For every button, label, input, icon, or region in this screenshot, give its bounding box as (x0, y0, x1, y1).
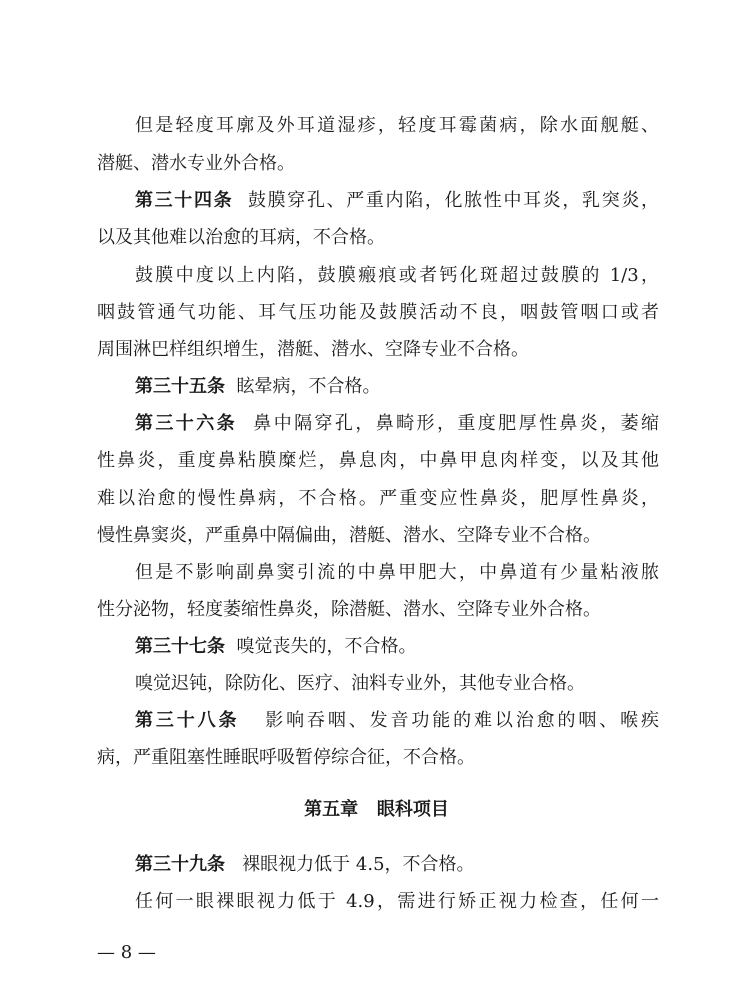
line-text: 潜艇、潜水专业外合格。 (97, 153, 295, 174)
paragraph-line (135, 374, 659, 400)
line-text: 影响吞咽、发音功能的难以治愈的咽、喉疾 (265, 710, 660, 731)
line-text: 嗅觉迟钝，除防化、医疗、油料专业外，其他专业合格。 (135, 673, 585, 694)
line-text: 难以治愈的慢性鼻病，不合格。严重变应性鼻炎，肥厚性鼻炎， (97, 488, 659, 509)
article-number: 第三十九条 (135, 854, 225, 875)
article-number: 第三十六条 (135, 413, 238, 434)
paragraph-line (97, 151, 659, 177)
line-text: 以及其他难以治愈的耳病，不合格。 (97, 227, 385, 248)
paragraph-line (97, 745, 659, 771)
paragraph-line (97, 523, 659, 549)
paragraph-line (135, 560, 659, 586)
article-number: 第三十八条 (135, 710, 240, 731)
paragraph-line (97, 337, 659, 363)
line-text: 但是不影响副鼻窦引流的中鼻甲肥大，中鼻道有少量粘液脓 (135, 562, 659, 583)
line-text: 性分泌物，轻度萎缩性鼻炎，除潜艇、潜水、空降专业外合格。 (97, 599, 601, 620)
chapter-heading (0, 797, 753, 823)
paragraph-line (97, 300, 659, 326)
paragraph-line (135, 113, 659, 139)
page-number: — 8 — (97, 942, 156, 963)
line-text: 任何一眼裸眼视力低于 4.9，需进行矫正视力检查，任何一 (135, 891, 659, 912)
paragraph-line (135, 263, 659, 289)
line-text: 咽鼓管通气功能、耳气压功能及鼓膜活动不良，咽鼓管咽口或者 (97, 302, 659, 323)
paragraph-line (97, 597, 659, 623)
paragraph-line (97, 486, 659, 512)
line-text: 周围淋巴样组织增生，潜艇、潜水、空降专业不合格。 (97, 339, 529, 360)
article-number: 第三十五条 (135, 376, 225, 397)
line-text: 鼓膜穿孔、严重内陷，化脓性中耳炎，乳突炎， (248, 190, 659, 211)
chapter-title: 眼科项目 (376, 799, 449, 820)
line-text: 但是轻度耳廓及外耳道湿疹，轻度耳霉菌病，除水面舰艇、 (135, 115, 659, 136)
paragraph-line (97, 225, 659, 251)
paragraph-line (135, 708, 659, 734)
line-text: 嗅觉丧失的，不合格。 (236, 636, 417, 657)
article-number: 第三十七条 (135, 636, 225, 657)
paragraph-line (135, 411, 659, 437)
article-number: 第三十四条 (135, 190, 234, 211)
paragraph-line (135, 671, 659, 697)
chapter-number: 第五章 (304, 799, 359, 820)
paragraph-line (135, 889, 659, 915)
line-text: 眩晕病，不合格。 (236, 376, 381, 397)
paragraph-line (135, 634, 659, 660)
paragraph-line (97, 448, 659, 474)
line-text: 慢性鼻窦炎，严重鼻中隔偏曲，潜艇、潜水、空降专业不合格。 (97, 525, 601, 546)
line-text: 鼻中隔穿孔，鼻畸形，重度肥厚性鼻炎，萎缩 (253, 413, 660, 434)
line-text: 裸眼视力低于 4.5，不合格。 (242, 854, 475, 875)
paragraph-line (135, 188, 659, 214)
line-text: 鼓膜中度以上内陷，鼓膜瘢痕或者钙化斑超过鼓膜的 1/3， (135, 265, 659, 286)
paragraph-line (135, 852, 659, 878)
line-text: 性鼻炎，重度鼻粘膜糜烂，鼻息肉，中鼻甲息肉样变，以及其他 (97, 450, 659, 471)
line-text: 病，严重阻塞性睡眠呼吸暂停综合征，不合格。 (97, 747, 475, 768)
